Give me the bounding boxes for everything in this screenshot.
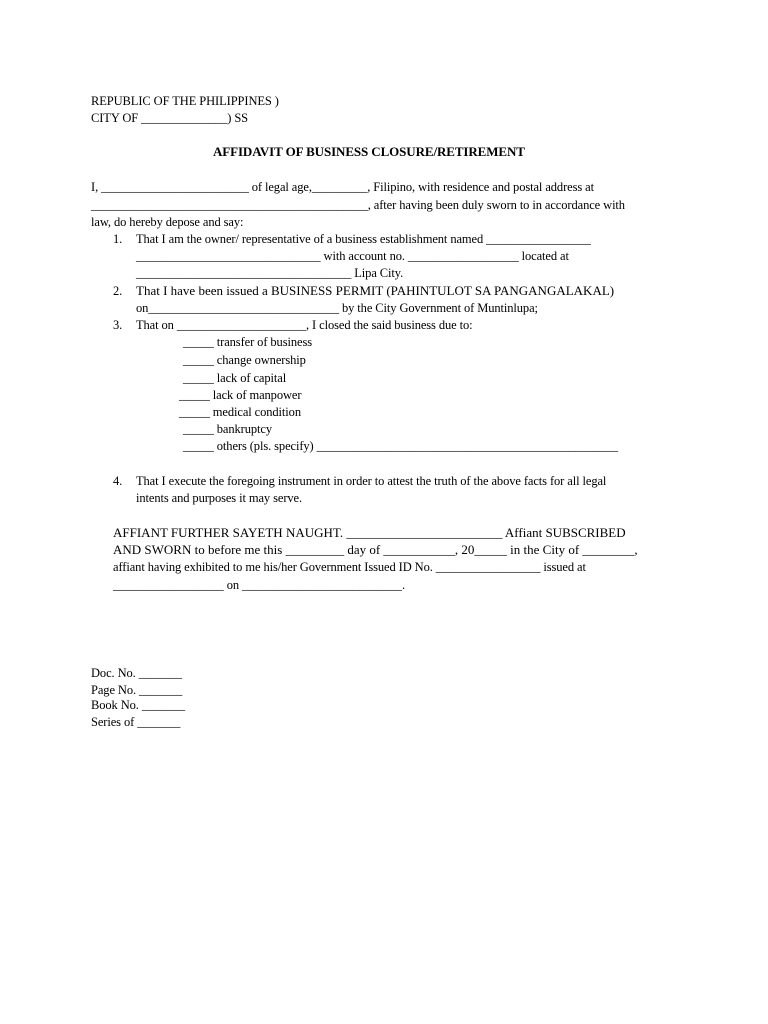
item-2-line-1: That I have been issued a BUSINESS PERMIT (PAHINTULOT SA PANGANGALAKAL) bbox=[136, 283, 615, 298]
notary-book-no: Book No. _______ bbox=[91, 698, 185, 712]
reason-ownership: _____ change ownership bbox=[183, 353, 306, 367]
item-1-line-3: ___________________________________ Lipa City. bbox=[136, 266, 404, 280]
item-4-number: 4. bbox=[113, 474, 123, 488]
item-2-line-2: on_______________________________ by the City Government of Muntinlupa; bbox=[136, 301, 538, 315]
reason-manpower: _____ lack of manpower bbox=[179, 388, 302, 402]
intro-line-2: _____________________________________________, after having been duly sworn to in accordance with bbox=[91, 198, 625, 212]
closing-line-1: AFFIANT FURTHER SAYETH NAUGHT. ________________________ Affiant SUBSCRIBED bbox=[113, 525, 626, 540]
reason-medical: _____ medical condition bbox=[179, 405, 301, 419]
reason-transfer: _____ transfer of business bbox=[183, 335, 312, 349]
closing-line-3: affiant having exhibited to me his/her Government Issued ID No. _________________ issued at bbox=[113, 560, 586, 574]
header-republic: REPUBLIC OF THE PHILIPPINES ) bbox=[91, 94, 279, 108]
notary-page-no: Page No. _______ bbox=[91, 683, 183, 697]
item-1-line-1: That I am the owner/ representative of a business establishment named _________________ bbox=[136, 232, 591, 246]
reason-bankruptcy: _____ bankruptcy bbox=[183, 422, 273, 436]
reason-capital: _____ lack of capital bbox=[183, 371, 287, 385]
item-3-line-1: That on _____________________, I closed the said business due to: bbox=[136, 318, 473, 332]
item-1-line-2: ______________________________ with account no. __________________ located at bbox=[136, 249, 569, 263]
notary-series: Series of _______ bbox=[91, 715, 181, 729]
notary-doc-no: Doc. No. _______ bbox=[91, 666, 182, 680]
closing-line-4: __________________ on __________________________. bbox=[113, 578, 405, 592]
item-4-line-1: That I execute the foregoing instrument in order to attest the truth of the above facts for all legal bbox=[136, 474, 607, 488]
intro-line-3: law, do hereby depose and say: bbox=[91, 215, 244, 229]
header-city: CITY OF ______________) SS bbox=[91, 111, 249, 125]
item-1-number: 1. bbox=[113, 232, 123, 246]
reason-others: _____ others (pls. specify) _________________________________________________ bbox=[183, 439, 618, 453]
item-2-number: 2. bbox=[113, 284, 123, 298]
document-title: AFFIDAVIT OF BUSINESS CLOSURE/RETIREMENT bbox=[213, 144, 525, 159]
intro-line-1: I, ________________________ of legal age,_________, Filipino, with residence and postal address at bbox=[91, 180, 594, 194]
item-4-line-2: intents and purposes it may serve. bbox=[136, 491, 303, 505]
closing-line-2: AND SWORN to before me this _________ day of ___________, 20_____ in the City of ________, bbox=[113, 542, 638, 557]
item-3-number: 3. bbox=[113, 318, 123, 332]
